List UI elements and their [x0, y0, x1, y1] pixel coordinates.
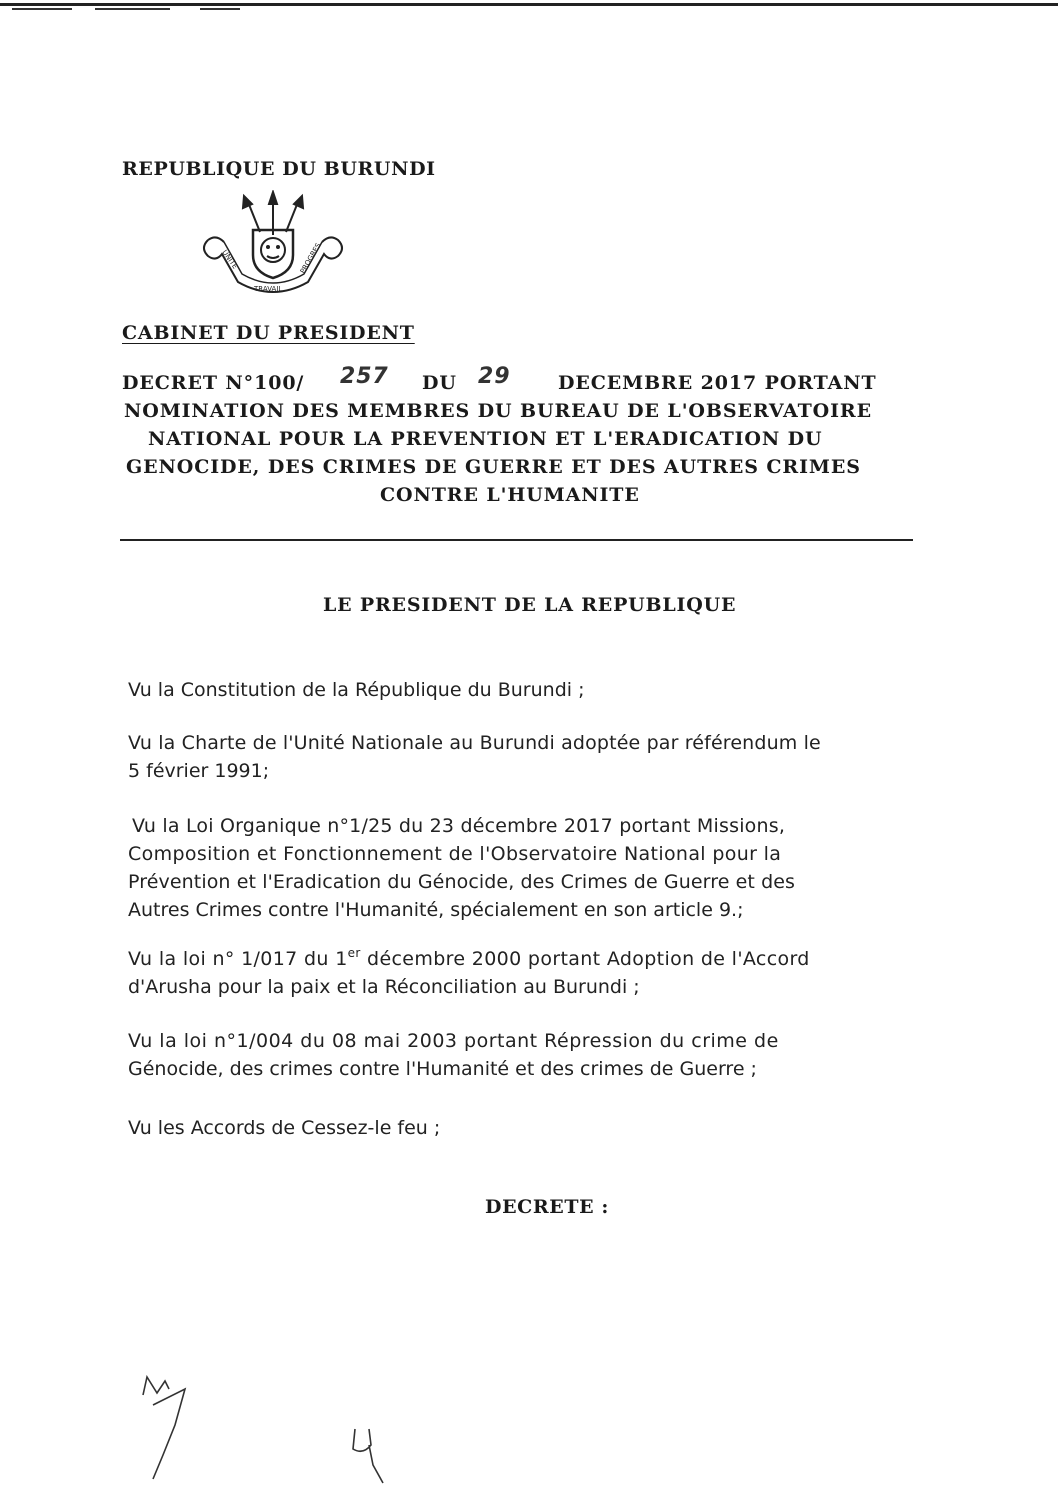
title-separator — [120, 539, 913, 541]
motto-right-text: PROGRES — [298, 241, 323, 275]
decrete-heading: DECRETE : — [485, 1196, 610, 1218]
handwritten-decree-day: 29 — [478, 364, 511, 389]
consideration-cessez-le-feu: Vu les Accords de Cessez-le feu ; — [128, 1117, 441, 1139]
decree-title-line-5: CONTRE L'HUMANITE — [380, 484, 640, 506]
consideration-charte: Vu la Charte de l'Unité Nationale au Burundi adoptée par référendum le 5 février 1991; — [128, 732, 821, 782]
page-top-rule — [0, 0, 1058, 12]
decree-title-line-3: NATIONAL POUR LA PREVENTION ET L'ERADICATION DU — [148, 428, 823, 450]
decree-date-suffix: DECEMBRE 2017 PORTANT — [558, 372, 877, 394]
cabinet-header: CABINET DU PRESIDENT — [122, 322, 415, 344]
motto-center-text: TRAVAIL — [254, 285, 283, 293]
consideration-loi-organique: Vu la Loi Organique n°1/25 du 23 décembre 2017 portant Missions, Composition et Fonctionnement de l'Observatoire National pour la Prévention et l'Eradication du Génocide, des Crimes de Guerre et des Autres Crimes contre l'Humanité, spécialement en son article 9.; — [128, 815, 796, 921]
consideration-loi-arusha: Vu la loi n° 1/017 du 1er décembre 2000 portant Adoption de l'Accord d'Arusha pour la paix et la Réconciliation au Burundi ; — [128, 946, 810, 998]
handwritten-initial-signature — [345, 1425, 395, 1495]
motto-left-text: UNITE — [220, 248, 240, 271]
decree-title-line-4: GENOCIDE, DES CRIMES DE GUERRE ET DES AUTRES CRIMES — [126, 456, 861, 478]
president-heading: LE PRESIDENT DE LA REPUBLIQUE — [323, 594, 737, 616]
coat-of-arms-icon — [198, 190, 348, 315]
consideration-constitution: Vu la Constitution de la République du Burundi ; — [128, 679, 585, 701]
decree-du: DU — [422, 372, 457, 394]
decree-number-prefix: DECRET N°100/ — [122, 372, 305, 394]
handwritten-initials-signature — [135, 1375, 205, 1485]
handwritten-decree-number: 257 — [340, 364, 389, 389]
consideration-loi-genocide: Vu la loi n°1/004 du 08 mai 2003 portant Répression du crime de Génocide, des crimes contre l'Humanité et des crimes de Guerre ; — [128, 1030, 779, 1080]
decree-title-line-2: NOMINATION DES MEMBRES DU BUREAU DE L'OBSERVATOIRE — [124, 400, 872, 422]
republic-header: REPUBLIQUE DU BURUNDI — [122, 158, 436, 180]
decree-title-line-1 — [122, 364, 906, 394]
